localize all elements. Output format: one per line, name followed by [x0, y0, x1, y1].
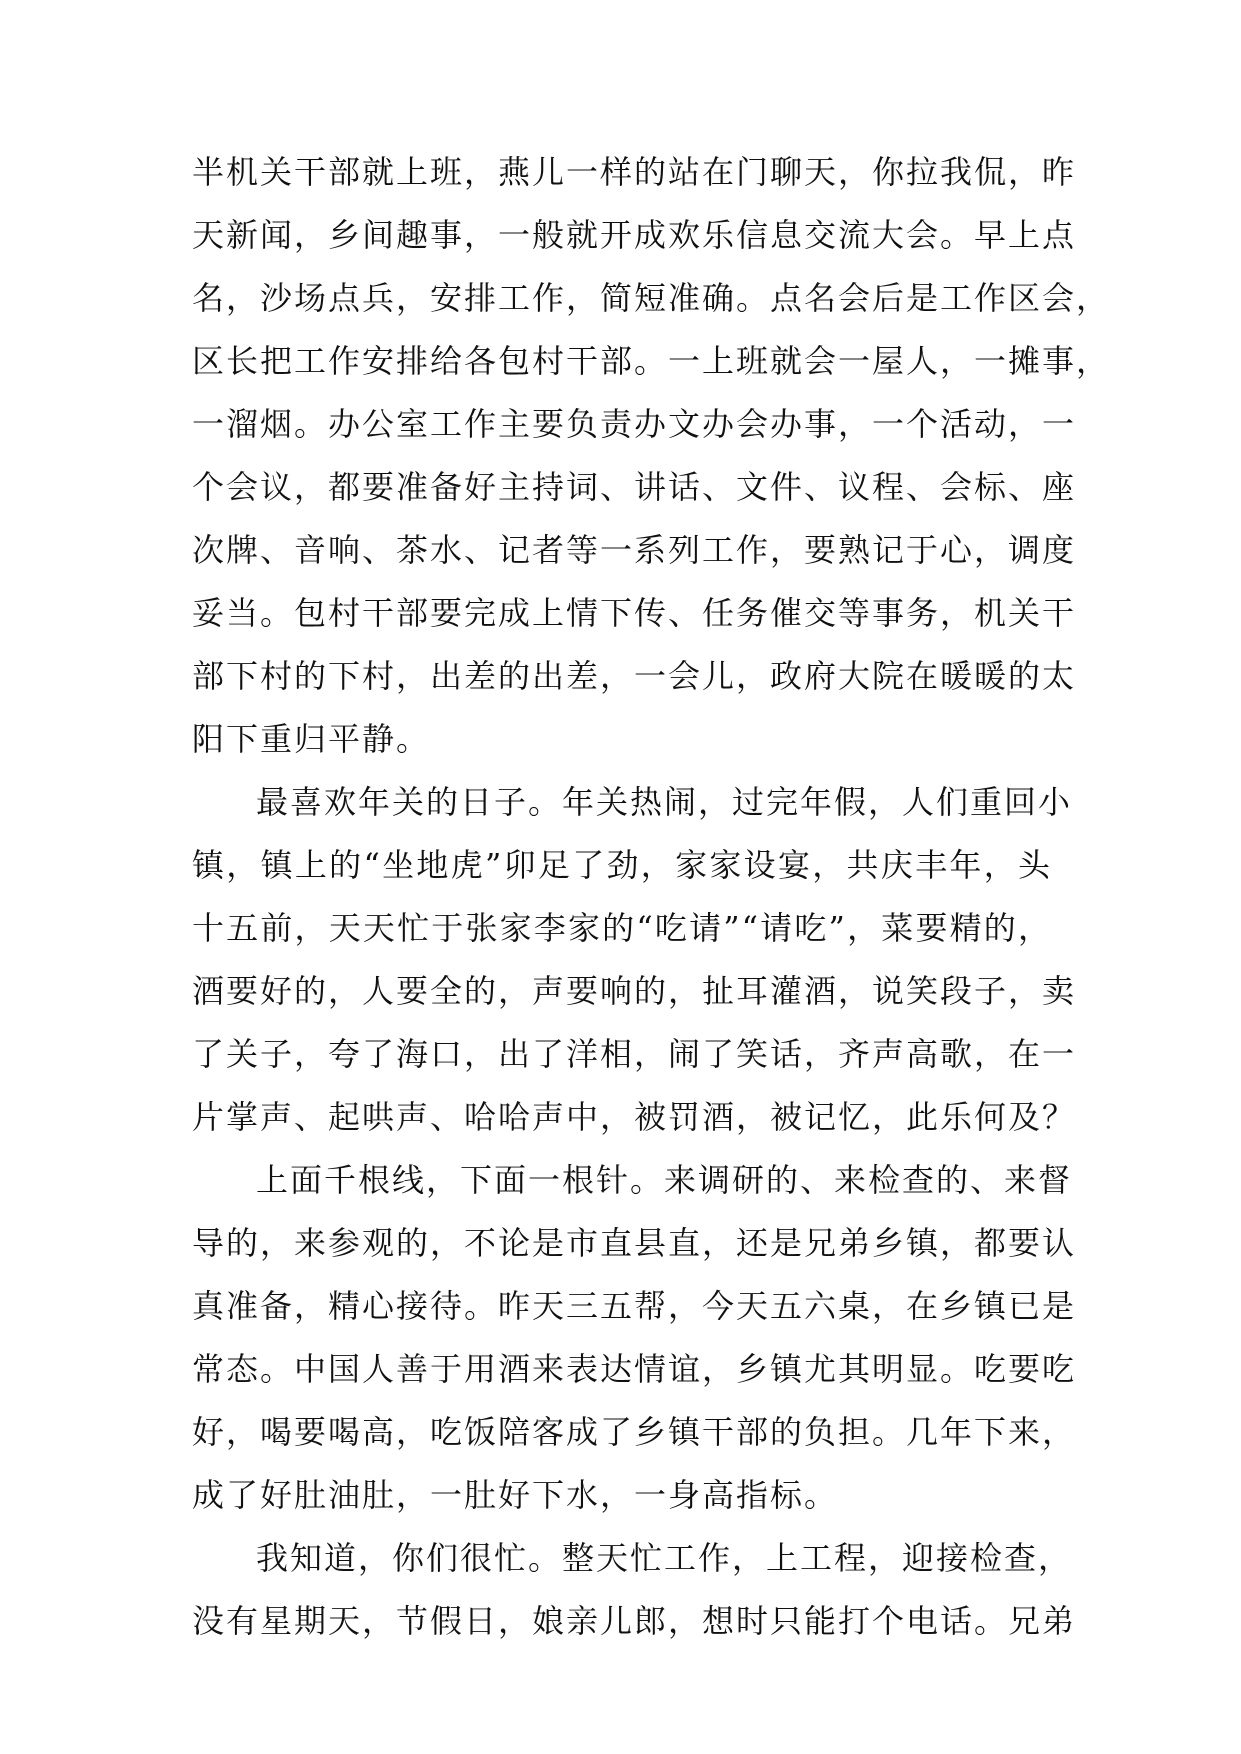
- paragraph-first-line: 我知道，你们很忙。整天忙工作，上工程，迎接检查，: [256, 1539, 1073, 1577]
- text-line: 天新闻，乡间趣事，一般就开成欢乐信息交流大会。早上点: [192, 216, 1077, 254]
- text-line: 一溜烟。办公室工作主要负责办文办会办事，一个活动，一: [192, 405, 1077, 443]
- text-line: 区长把工作安排给各包村干部。一上班就会一屋人，一摊事，: [192, 342, 1111, 380]
- text-line: 十五前，天天忙于张家李家的“吃请”“请吃”，菜要精的，: [192, 909, 1052, 947]
- paragraph-first-line: 上面千根线，下面一根针。来调研的、来检查的、来督: [256, 1161, 1073, 1199]
- text-line: 导的，来参观的，不论是市直县直，还是兄弟乡镇，都要认: [192, 1224, 1077, 1262]
- text-line: 半机关干部就上班，燕儿一样的站在门聊天，你拉我侃，昨: [192, 153, 1077, 191]
- text-line: 名，沙场点兵，安排工作，简短准确。点名会后是工作区会，: [192, 279, 1111, 317]
- text-line: 次牌、音响、茶水、记者等一系列工作，要熟记于心，调度: [192, 531, 1077, 569]
- text-line: 好，喝要喝高，吃饭陪客成了乡镇干部的负担。几年下来，: [192, 1413, 1077, 1451]
- text-line: 镇，镇上的“坐地虎”卯足了劲，家家设宴，共庆丰年，头: [192, 846, 1052, 884]
- text-line: 妥当。包村干部要完成上情下传、任务催交等事务，机关干: [192, 594, 1077, 632]
- text-line: 没有星期天，节假日，娘亲儿郎，想时只能打个电话。兄弟: [192, 1602, 1077, 1640]
- text-line: 部下村的下村，出差的出差，一会儿，政府大院在暖暖的太: [192, 657, 1077, 695]
- text-line: 真准备，精心接待。昨天三五帮，今天五六桌，在乡镇已是: [192, 1287, 1077, 1325]
- text-line: 成了好肚油肚，一肚好下水，一身高指标。: [192, 1476, 839, 1514]
- text-line: 常态。中国人善于用酒来表达情谊，乡镇尤其明显。吃要吃: [192, 1350, 1077, 1388]
- text-line: 了关子，夸了海口，出了洋相，闹了笑话，齐声高歌，在一: [192, 1035, 1077, 1073]
- text-line: 阳下重归平静。: [192, 720, 431, 758]
- text-line: 个会议，都要准备好主持词、讲话、文件、议程、会标、座: [192, 468, 1077, 506]
- text-line: 片掌声、起哄声、哈哈声中，被罚酒，被记忆，此乐何及？: [192, 1098, 1077, 1136]
- text-line: 酒要好的，人要全的，声要响的，扯耳灌酒，说笑段子，卖: [192, 972, 1077, 1010]
- paragraph-first-line: 最喜欢年关的日子。年关热闹，过完年假，人们重回小: [256, 783, 1073, 821]
